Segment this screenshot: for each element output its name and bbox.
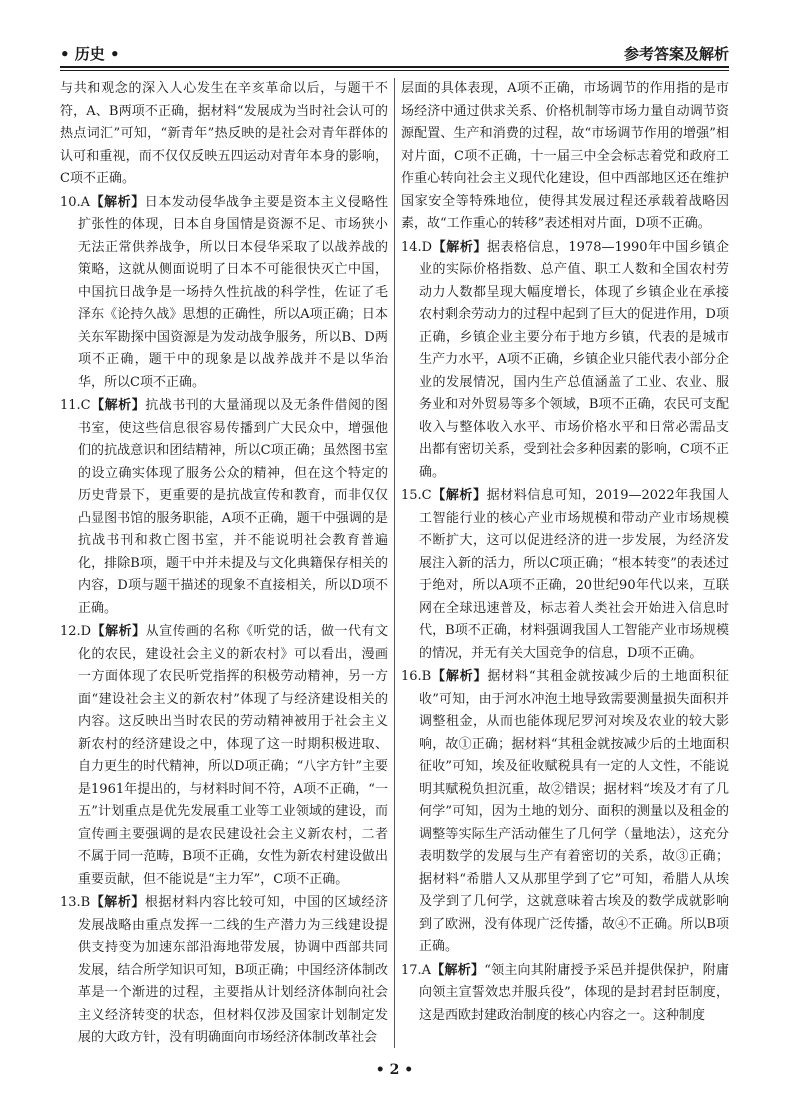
header-title: 参考答案及解析 — [623, 45, 729, 63]
analysis-tag: 【解析】 — [431, 962, 485, 978]
header-rule-thin — [60, 70, 729, 71]
answer-number: 10.A — [60, 194, 91, 210]
answer-continuation: 层面的具体表现，A项不正确，市场调节的作用指的是市场经济中通过供求关系、价格机制等市场力量自动调节资源配置、生产和消费的过程，故“市场调节作用的增强”相对片面，C项不正确，十一届三中全会标志着党和政府工作重心转向社会主义现代化建设，但中西部地区还在维护国家安全等特殊地位，使得其发展过程还承载着战略因素，故“工作重心的转移”表述相对片面，D项不正确。 — [401, 81, 729, 231]
answer-continuation: 与共和观念的深入人心发生在辛亥革命以后，与题干不符，A、B两项不正确，据材料“发展成为当时社会认可的热点词汇”可知，“新青年”热反映的是社会对青年群体的认可和重视，而不仅仅反映五四运动对青年本身的影响，C项不正确。 — [60, 81, 388, 186]
page-number: • 2 • — [375, 1062, 414, 1078]
answer-item-11: 11.C【解析】抗战书刊的大量涌现以及无条件借阅的图书室，使这些信息很容易传播到广大民众中，增强他们的抗战意识和团结精神，所以C项正确；虽然图书室的设立确实体现了服务公众的精神，但在这个特定的历史背景下，更重要的是抗战宣传和教育，而非仅仅凸显图书馆的服务职能，A项不正确，题干中强调的是抗战书刊和救亡图书室，并不能说明社会教育普遍化，排除B项，题干中并未提及与文化典籍保存相关的内容，D项与题干描述的现象不直接相关，所以D项不正确。 — [60, 398, 388, 616]
analysis-tag: 【解析】 — [90, 398, 146, 413]
answer-item-16: 16.B【解析】据材料“其租金就按减少后的土地面积征收”可知，由于河水冲泡土地导致需要测量损失面积并调整租金，从而也能体现尼罗河对埃及农业的较大影响，故①正确；据材料“其租金就按减少后的土地面积征收”可知，埃及征收赋税具有一定的人文性，不能说明其赋税负担沉重，故②错误；据材料“埃及才有了几何学”可知，因为土地的划分、面积的测量以及租金的调整等实际生产活动催生了几何学（量地法），这充分表明数学的发展与生产有着密切的关系，故③正确；据材料“希腊人又从那里学到了它”可知，希腊人从埃及学到了几何学，这就意味着古埃及的数学成就影响到了欧洲，没有体现广泛传播，故④不正确。所以B项正确。 — [401, 669, 729, 954]
analysis-tag: 【解析】 — [90, 895, 145, 910]
analysis-tag: 【解析】 — [90, 194, 145, 210]
right-column — [401, 78, 729, 1048]
answer-number: 14.D — [401, 239, 433, 255]
answer-number: 12.D — [60, 624, 92, 639]
answer-item-17: 17.A【解析】“领主向其附庸授予采邑并提供保护，附庸向领主宣誓效忠并服兵役”，体现的是封君封臣制度，这是西欧封建政治制度的核心内容之一。这种制度 — [401, 962, 729, 1023]
subject-label: • 历史 • — [60, 45, 120, 63]
analysis-tag: 【解析】 — [91, 624, 146, 639]
answer-number: 11.C — [60, 398, 91, 413]
answer-number: 16.B — [401, 669, 432, 684]
answer-number: 13.B — [60, 895, 91, 910]
answer-item-10: 10.A【解析】日本发动侵华战争主要是资本主义侵略性扩张性的体现，日本自身国情是资源不足、市场狭小无法正常供养战争，所以日本侵华采取了以战养战的策略，这就从侧面说明了日本不可能很快灭亡中国，中国抗日战争是一场持久性抗战的科学性，佐证了毛泽东《论持久战》思想的正确性，所以A项正确；日本关东军勘探中国资源是为发动战争服务，所以B、D两项不正确，题干中的现象是以战养战并不是以华治华，所以C项不正确。 — [60, 194, 388, 390]
answer-number: 15.C — [401, 488, 432, 503]
page-header — [60, 40, 729, 64]
analysis-tag: 【解析】 — [432, 239, 487, 255]
analysis-tag: 【解析】 — [431, 669, 488, 684]
column-divider — [394, 78, 395, 1048]
header-rule — [60, 66, 729, 68]
answer-number: 17.A — [401, 962, 432, 978]
answer-item-13: 13.B【解析】根据材料内容比较可知，中国的区域经济发展战略由重点发挥一二线的生产潜力为三线建设提供支持变为加速东部沿海地带发展，协调中西部共同发展，结合所学知识可知，B项正确；中国经济体制改革是一个渐进的过程，主要指从计划经济体制向社会主义经济转变的状态，但材料仅涉及国家计划制定发展的大政方针，没有明确面向市场经济体制改革社会 — [60, 895, 388, 1045]
left-column — [60, 78, 388, 1048]
two-column-body — [60, 78, 729, 1048]
answer-item-12: 12.D【解析】从宣传画的名称《听党的话，做一代有文化的农民，建设社会主义的新农村》可以看出，漫画一方面体现了农民听党指挥的积极劳动精神，另一方面“建设社会主义的新农村”体现了与经济建设相关的内容。这反映出当时农民的劳动精神被用于社会主义新农村的经济建设之中，体现了这一时期积极进取、自力更生的时代精神，所以D项正确；“八字方针”主要是1961年提出的，与材料时间不符，A项不正确，“一五”计划重点是优先发展重工业等工业领域的建设，而宣传画主要强调的是农民建设社会主义新农村，二者不属于同一范畴，B项不正确，女性为新农村建设做出重要贡献，但不能说是“主力军”，C项不正确。 — [60, 624, 388, 887]
analysis-tag: 【解析】 — [431, 488, 487, 503]
answer-item-15: 15.C【解析】据材料信息可知，2019—2022年我国人工智能行业的核心产业市场规模和带动产业市场规模不断扩大，这可以促进经济的进一步发展，为经济发展注入新的活力，所以C项正确；“根本转变”的表述过于绝对，所以A项不正确，20世纪90年代以来，互联网在全球迅速普及，标志着人类社会开始进入信息时代，B项不正确，材料强调我国人工智能产业市场规模的情况，并无有关大国竞争的信息，D项不正确。 — [401, 488, 729, 661]
answer-item-14: 14.D【解析】据表格信息，1978—1990年中国乡镇企业的实际价格指数、总产值、职工人数和全国农村劳动力人数都呈现大幅度增长，体现了乡镇企业在承接农村剩余劳动力的过程中起到了巨大的促进作用，D项正确，乡镇企业主要分布于地方乡镇，代表的是城市生产力水平，A项不正确，乡镇企业只能代表小部分企业的发展情况，国内生产总值涵盖了工业、农业、服务业和对外贸易等多个领域，B项不正确，农民可支配收入与整体收入水平、市场价格水平和日常必需品支出都有密切关系，受到社会多种因素的影响，C项不正确。 — [401, 239, 729, 480]
